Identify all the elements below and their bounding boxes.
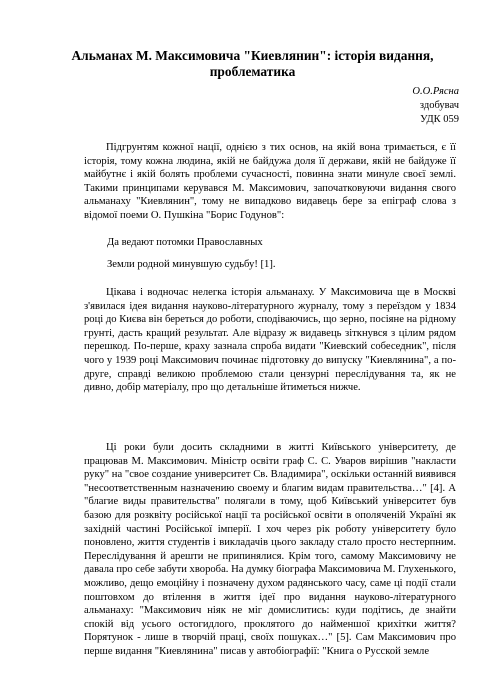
- paragraph-intro: Підгрунтям кожної нації, однією з тих основ, на якій вона тримається, є її історія, тому кожна людина, якій не байдужа доля її держави, якій не байдуже її майбутнє і якій болять проблеми сучасності, повинна знати минуле своєї землі. Такими принципами керувався М. Максимович, започатковуючи видання свого альманаху "Киевлянин", тому не випадково видавець бере за епіграф слова з відомої поеми О. Пушкіна "Борис Годунов":: [84, 142, 456, 221]
- udc-code: УДК 059: [420, 114, 459, 125]
- epigraph-line-2: Земли родной минувшую судьбу! [1].: [107, 259, 276, 270]
- author-name: О.О.Рясна: [412, 86, 459, 97]
- author-block: [412, 85, 459, 127]
- article-title: Альманах М. Максимовича "Киевлянин": історія видання, проблематика: [71, 48, 434, 79]
- paragraph-university: Ці роки були досить складними в житті Київського університету, де працював М. Максимович. Міністр освіти граф С. С. Уваров вирішив "накласти руку" на "свое создание университет Св. Владимира", оскільки останній виявився "несоответственным назначению своему и благим видам правительства…" [4]. А "благие виды правительства" полягали в тому, щоб Київський університет був базою для розквіту російської нації та російської освіти в ополяченій Україні як західній частині Російської імперії. І хоч через рік роботу університету було поновлено, життя студентів і викладачів цього закладу стало просто нестерпним. Переслідування й арешти не припинялися. Крім того, самому Максимовичу не давала про себе забути хвороба. На думку біографа Максимовича М. Глухенького, можливо, дещо емоційну і позначену духом радянського часу, саме ці події стали поштовхом до втілення в життя ідеї про видання науково-літературного альманаху: "Максимович ніяк не міг домислитись: куди подітись, де знайти спокій від усього остогидлого, проклятого до найменшої крихітки життя? Порятунок - лише в творчій праці, своїх пошуках…" [5]. Сам Максимович про перше видання "Киевлянина" писав у автобіографії: "Книга о Русской земле: [84, 442, 456, 657]
- paragraph-history: Цікава і водночас нелегка історія альманаху. У Максимовича ще в Москві з'явилася ідея видання науково-літературного журналу, тому з переїздом у 1834 році до Києва він береться до роботи, сподіваючись, що зерно, посіяне на рідному грунті, дасть кращий результат. Але відразу ж видавець зіткнувся з цілим рядом перешкод. По-перше, краху зазнала спроба видати "Киевский собеседник", після чого у 1939 році Максимович починає підготовку до випуску "Киевлянина", а по-друге, справді великою проблемою стали цензурні переслідування та, як не дивно, добір матеріалу, про що детальніше йтиметься нижче.: [84, 287, 456, 394]
- epigraph-line-1: Да ведают потомки Православных: [107, 237, 263, 248]
- author-role: здобувач: [419, 100, 459, 111]
